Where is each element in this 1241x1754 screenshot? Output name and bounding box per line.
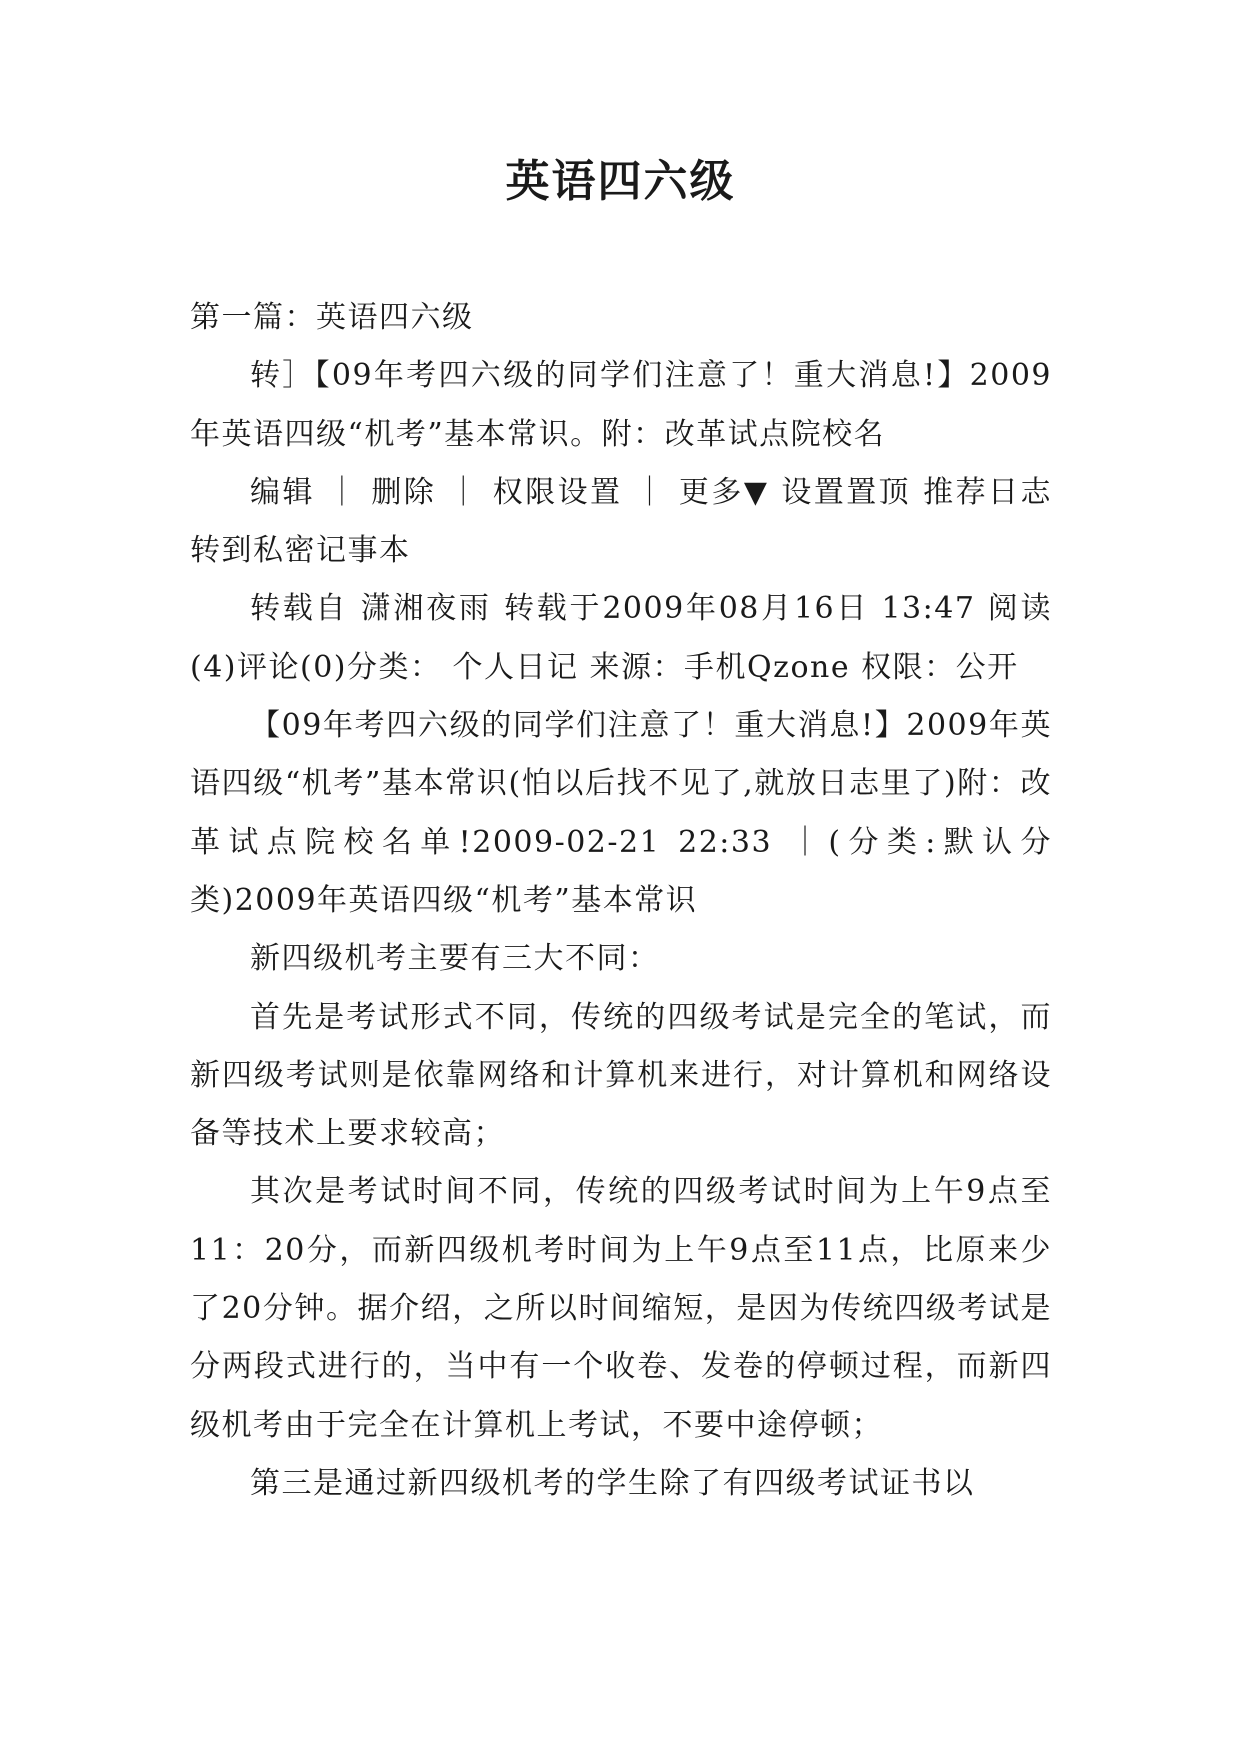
paragraph-blog-actions: 编辑 ｜ 删除 ｜ 权限设置 ｜ 更多▼ 设置置顶 推荐日志 转到私密记事本 (190, 474, 1052, 569)
paragraph-intro: 新四级机考主要有三大不同： (250, 941, 660, 977)
paragraph-repost-title: 转］【09年考四六级的同学们注意了！重大消息!】2009年英语四级“机考”基本常识。附：改革试点院校名 (190, 358, 1052, 452)
document-title: 英语四六级 (505, 156, 736, 207)
section-heading: 第一篇：英语四六级 (190, 300, 474, 335)
paragraph-first-difference: 首先是考试形式不同，传统的四级考试是完全的笔试，而新四级考试则是依靠网络和计算机来进行，对计算机和网络设备等技术上要求较高； (190, 999, 1052, 1152)
paragraph-second-difference: 其次是考试时间不同，传统的四级考试时间为上午9点至11：20分，而新四级机考时间为上午9点至11点，比原来少了20分钟。据介绍，之所以时间缩短，是因为传统四级考试是分两段式进行的，当中有一个收卷、发卷的停顿过程，而新四级机考由于完全在计算机上考试，不要中途停顿； (190, 1174, 1052, 1443)
paragraph-repost-meta: 转载自 潇湘夜雨 转载于2009年08月16日 13:47 阅读(4)评论(0)分类： 个人日记 来源：手机Qzone 权限：公开 (190, 591, 1052, 685)
paragraph-article-header: 【09年考四六级的同学们注意了！重大消息!】2009年英语四级“机考”基本常识(怕以后找不见了,就放日志里了)附：改革试点院校名单!2009-02-21 22:33 ｜(分类:默认分类)2009年英语四级“机考”基本常识 (190, 708, 1052, 918)
document-body (190, 289, 1052, 1513)
paragraph-third-difference: 第三是通过新四级机考的学生除了有四级考试证书以 (250, 1465, 975, 1501)
